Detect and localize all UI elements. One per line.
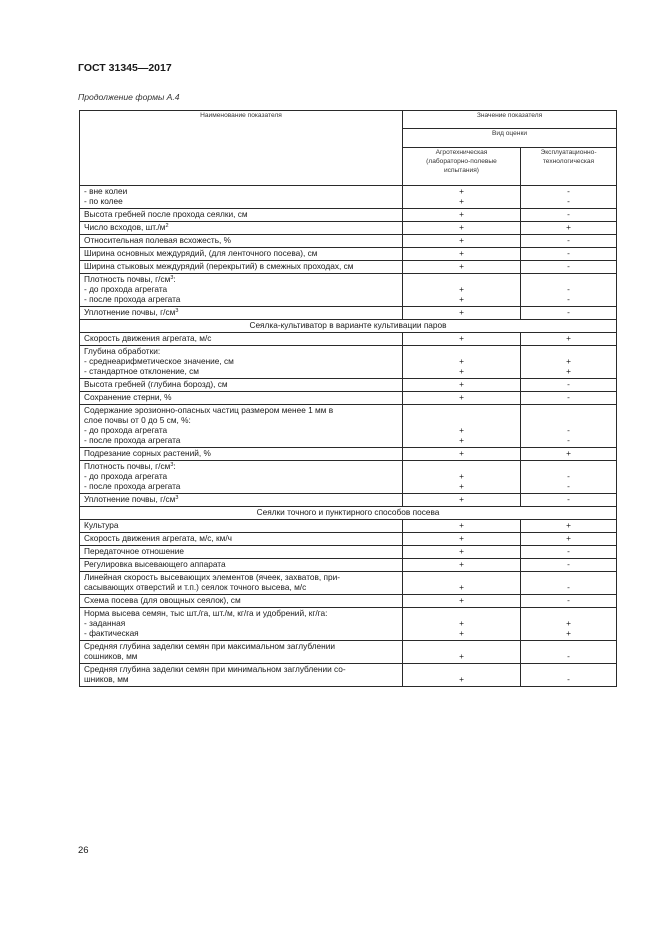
evaluation-mark: + bbox=[459, 261, 464, 271]
evaluation-mark: + bbox=[459, 284, 464, 294]
indicator-name-line bbox=[84, 652, 398, 662]
operational-mark-cell bbox=[521, 186, 617, 209]
header-agro-line-2: (лабораторно-полевые bbox=[426, 157, 497, 165]
indicator-name-text: Регулировка высевающего аппарата bbox=[84, 558, 226, 569]
evaluation-mark: + bbox=[566, 617, 571, 628]
indicator-name-line bbox=[84, 197, 398, 207]
operational-mark-cell bbox=[521, 571, 617, 594]
evaluation-mark: - bbox=[567, 493, 570, 504]
indicator-name-text: Передаточное отношение bbox=[84, 545, 185, 556]
agrotechnical-mark-cell bbox=[403, 594, 521, 607]
indicator-name-cell bbox=[80, 571, 403, 594]
evaluation-mark: + bbox=[459, 222, 464, 232]
indicator-name-line bbox=[84, 583, 398, 593]
agrotechnical-mark-cell bbox=[403, 558, 521, 571]
evaluation-mark: + bbox=[566, 365, 571, 376]
indicator-name-text: сошников, мм bbox=[84, 650, 138, 661]
evaluation-mark: - bbox=[567, 209, 570, 219]
indicator-name-cell bbox=[80, 391, 403, 404]
evaluation-mark: + bbox=[459, 493, 464, 504]
evaluation-mark: + bbox=[459, 470, 464, 481]
indicator-name-cell bbox=[80, 186, 403, 209]
indicator-name-text: Норма высева семян, тыс шт./га, шт./м, кг/га и удобрений, кг/га: bbox=[84, 607, 328, 618]
table-row bbox=[80, 307, 617, 320]
evaluation-mark: - bbox=[567, 424, 570, 435]
evaluation-mark: + bbox=[459, 627, 464, 638]
operational-mark-cell bbox=[521, 209, 617, 222]
agrotechnical-mark-cell bbox=[403, 519, 521, 532]
indicator-name-line bbox=[84, 393, 398, 403]
operational-mark-cell bbox=[521, 519, 617, 532]
unit-suffix: : bbox=[173, 460, 176, 471]
indicator-name-cell bbox=[80, 607, 403, 640]
table-row bbox=[80, 532, 617, 545]
indicator-name-line bbox=[84, 436, 398, 446]
header-agro-line-3: испытания) bbox=[444, 166, 479, 174]
evaluation-mark: - bbox=[567, 235, 570, 245]
header-indicator-name: Наименование показателя bbox=[80, 111, 403, 186]
operational-mark-cell bbox=[521, 404, 617, 447]
evaluation-mark: - bbox=[567, 594, 570, 605]
operational-mark-cell bbox=[521, 222, 617, 235]
evaluation-mark: - bbox=[567, 196, 570, 206]
agrotechnical-mark-cell bbox=[403, 640, 521, 663]
evaluation-mark: + bbox=[566, 627, 571, 638]
indicator-name-text: Средняя глубина заделки семян при максимальном заглублении bbox=[84, 640, 336, 651]
indicator-name-line bbox=[84, 534, 398, 544]
indicator-name-text: Плотность почвы, г/см bbox=[84, 274, 171, 284]
indicator-name-line bbox=[84, 210, 398, 220]
evaluation-mark: - bbox=[567, 558, 570, 569]
evaluation-mark: - bbox=[567, 294, 570, 304]
table-row bbox=[80, 404, 617, 447]
table-row bbox=[80, 248, 617, 261]
operational-mark-cell bbox=[521, 607, 617, 640]
evaluation-mark: + bbox=[459, 186, 464, 196]
indicator-name-text: Средняя глубина заделки семян при минимальном заглублении со- bbox=[84, 663, 346, 674]
evaluation-mark: + bbox=[459, 307, 464, 317]
page-number: 26 bbox=[78, 845, 89, 856]
header-evaluation-type: Вид оценки bbox=[403, 129, 617, 148]
evaluation-mark: + bbox=[459, 558, 464, 569]
section-header-row bbox=[80, 506, 617, 519]
indicator-name-line bbox=[84, 308, 398, 318]
evaluation-mark: + bbox=[566, 447, 571, 458]
indicator-name-text: Подрезание сорных растений, % bbox=[84, 447, 211, 458]
evaluation-mark: + bbox=[459, 391, 464, 402]
evaluation-mark: - bbox=[567, 470, 570, 481]
indicator-name-line bbox=[84, 596, 398, 606]
evaluation-mark: + bbox=[459, 365, 464, 376]
table-row bbox=[80, 558, 617, 571]
evaluation-mark: + bbox=[459, 248, 464, 258]
indicator-name-line bbox=[84, 295, 398, 305]
table-row bbox=[80, 391, 617, 404]
evaluation-mark: - bbox=[567, 545, 570, 556]
evaluation-mark: + bbox=[459, 378, 464, 389]
indicator-name-line bbox=[84, 547, 398, 557]
indicator-name-text: Содержание эрозионно-опасных частиц размером менее 1 мм в bbox=[84, 404, 334, 415]
indicator-table bbox=[79, 110, 617, 687]
table-row bbox=[80, 519, 617, 532]
indicator-name-text: Уплотнение почвы, г/см bbox=[84, 493, 176, 504]
form-continuation-caption: Продолжение формы А.4 bbox=[78, 92, 180, 102]
indicator-name-text: - после прохода агрегата bbox=[84, 480, 181, 491]
evaluation-mark: - bbox=[567, 673, 570, 684]
indicator-name-line bbox=[84, 187, 398, 197]
indicator-name-cell bbox=[80, 532, 403, 545]
table-row bbox=[80, 235, 617, 248]
section-title: Сеялка-культиватор в варианте культивации паров bbox=[80, 320, 617, 333]
table-row bbox=[80, 261, 617, 274]
indicator-name-cell bbox=[80, 558, 403, 571]
indicator-name-text: Уплотнение почвы, г/см bbox=[84, 307, 176, 317]
operational-mark-cell bbox=[521, 532, 617, 545]
indicator-name-line bbox=[84, 629, 398, 639]
indicator-name-text: Ширина стыковых междурядий (перекрытий) в смежных проходах, см bbox=[84, 261, 354, 271]
table-row bbox=[80, 493, 617, 506]
agrotechnical-mark-cell bbox=[403, 261, 521, 274]
indicator-name-text: - заданная bbox=[84, 617, 126, 628]
indicator-name-cell bbox=[80, 209, 403, 222]
indicator-name-text: Ширина основных междурядий, (для ленточного посева), см bbox=[84, 248, 318, 258]
operational-mark-cell bbox=[521, 345, 617, 378]
evaluation-mark: + bbox=[566, 532, 571, 543]
table-row bbox=[80, 545, 617, 558]
table-row bbox=[80, 607, 617, 640]
indicator-name-text: - по колее bbox=[84, 196, 123, 206]
indicator-name-line bbox=[84, 521, 398, 531]
evaluation-mark: + bbox=[459, 532, 464, 543]
indicator-name-text: Схема посева (для овощных сеялок), см bbox=[84, 594, 241, 605]
indicator-name-line bbox=[84, 609, 398, 619]
indicator-name-line bbox=[84, 223, 398, 233]
indicator-name-text: Высота гребней после прохода сеялки, см bbox=[84, 209, 248, 219]
agrotechnical-mark-cell bbox=[403, 209, 521, 222]
indicator-name-cell bbox=[80, 447, 403, 460]
indicator-name-text: - после прохода агрегата bbox=[84, 294, 181, 304]
table-row bbox=[80, 332, 617, 345]
indicator-name-line bbox=[84, 262, 398, 272]
indicator-name-cell bbox=[80, 640, 403, 663]
evaluation-mark: + bbox=[566, 519, 571, 530]
evaluation-mark bbox=[407, 406, 516, 416]
table-row bbox=[80, 186, 617, 209]
operational-mark-cell bbox=[521, 274, 617, 307]
evaluation-mark: + bbox=[459, 294, 464, 304]
indicator-name-cell bbox=[80, 378, 403, 391]
document-standard-code: ГОСТ 31345—2017 bbox=[78, 62, 172, 74]
evaluation-mark bbox=[525, 406, 612, 416]
evaluation-mark: + bbox=[459, 650, 464, 661]
table-row bbox=[80, 378, 617, 391]
agrotechnical-mark-cell bbox=[403, 545, 521, 558]
indicator-name-text: Глубина обработки: bbox=[84, 345, 161, 356]
evaluation-mark: + bbox=[459, 545, 464, 556]
header-expl-line-2: технологическая bbox=[542, 157, 595, 165]
indicator-name-text: Культура bbox=[84, 519, 119, 530]
agrotechnical-mark-cell bbox=[403, 345, 521, 378]
indicator-name-line bbox=[84, 380, 398, 390]
indicator-name-line bbox=[84, 665, 398, 675]
indicator-name-cell bbox=[80, 594, 403, 607]
indicator-name-text: - фактическая bbox=[84, 627, 139, 638]
indicator-name-cell bbox=[80, 404, 403, 447]
indicator-name-text: - до прохода агрегата bbox=[84, 424, 168, 435]
unit-superscript: 2 bbox=[165, 223, 169, 229]
header-expl-line-1: Эксплуатационно- bbox=[540, 149, 597, 156]
header-agro-line-1: Агротехническая bbox=[435, 149, 488, 156]
agrotechnical-mark-cell bbox=[403, 186, 521, 209]
unit-suffix: : bbox=[173, 274, 176, 284]
table-row bbox=[80, 663, 617, 686]
operational-mark-cell bbox=[521, 558, 617, 571]
indicator-name-cell bbox=[80, 663, 403, 686]
agrotechnical-mark-cell bbox=[403, 391, 521, 404]
operational-mark-cell bbox=[521, 545, 617, 558]
evaluation-mark: + bbox=[459, 594, 464, 605]
indicator-name-line bbox=[84, 249, 398, 259]
indicator-name-text: Число всходов, шт./м bbox=[84, 222, 166, 232]
operational-mark-cell bbox=[521, 594, 617, 607]
table-row bbox=[80, 594, 617, 607]
evaluation-mark: - bbox=[567, 307, 570, 317]
indicator-name-cell bbox=[80, 261, 403, 274]
indicator-name-text: - среднеарифметическое значение, см bbox=[84, 355, 234, 366]
evaluation-mark: + bbox=[459, 434, 464, 445]
evaluation-mark: - bbox=[567, 480, 570, 491]
table-row bbox=[80, 571, 617, 594]
agrotechnical-mark-cell bbox=[403, 607, 521, 640]
evaluation-mark: - bbox=[567, 391, 570, 402]
unit-superscript: 3 bbox=[175, 494, 179, 501]
table-row bbox=[80, 209, 617, 222]
agrotechnical-mark-cell bbox=[403, 235, 521, 248]
indicator-name-text: - до прохода агрегата bbox=[84, 284, 168, 294]
agrotechnical-mark-cell bbox=[403, 332, 521, 345]
agrotechnical-mark-cell bbox=[403, 222, 521, 235]
table-row bbox=[80, 345, 617, 378]
indicator-name-line bbox=[84, 334, 398, 344]
agrotechnical-mark-cell bbox=[403, 447, 521, 460]
operational-mark-cell bbox=[521, 663, 617, 686]
indicator-name-text: Скорость движения агрегата, м/с bbox=[84, 332, 212, 343]
agrotechnical-mark-cell bbox=[403, 493, 521, 506]
agrotechnical-mark-cell bbox=[403, 404, 521, 447]
evaluation-mark: - bbox=[567, 186, 570, 196]
operational-mark-cell bbox=[521, 235, 617, 248]
indicator-name-line bbox=[84, 495, 398, 505]
indicator-name-cell bbox=[80, 274, 403, 307]
indicator-name-line bbox=[84, 449, 398, 459]
evaluation-mark: - bbox=[567, 650, 570, 661]
indicator-name-cell bbox=[80, 460, 403, 493]
indicator-name-text: Плотность почвы, г/см bbox=[84, 460, 171, 471]
evaluation-mark: - bbox=[567, 284, 570, 294]
indicator-name-text: Линейная скорость высевающих элементов (ячеек, захватов, при- bbox=[84, 571, 341, 582]
evaluation-mark: + bbox=[459, 209, 464, 219]
evaluation-mark: + bbox=[459, 519, 464, 530]
indicator-name-text: Сохранение стерни, % bbox=[84, 391, 172, 402]
operational-mark-cell bbox=[521, 493, 617, 506]
agrotechnical-mark-cell bbox=[403, 532, 521, 545]
table-row bbox=[80, 274, 617, 307]
agrotechnical-mark-cell bbox=[403, 571, 521, 594]
evaluation-mark: + bbox=[459, 480, 464, 491]
agrotechnical-mark-cell bbox=[403, 378, 521, 391]
indicator-name-text: - стандартное отклонение, см bbox=[84, 365, 199, 376]
header-agrotechnical bbox=[403, 148, 521, 186]
indicator-name-text: шников, мм bbox=[84, 673, 129, 684]
indicator-name-cell bbox=[80, 345, 403, 378]
indicator-name-text: - до прохода агрегата bbox=[84, 470, 168, 481]
indicator-name-cell bbox=[80, 222, 403, 235]
evaluation-mark: + bbox=[459, 673, 464, 684]
agrotechnical-mark-cell bbox=[403, 307, 521, 320]
evaluation-mark: + bbox=[459, 581, 464, 592]
indicator-name-line bbox=[84, 675, 398, 685]
section-title: Сеялки точного и пунктирного способов посева bbox=[80, 506, 617, 519]
operational-mark-cell bbox=[521, 261, 617, 274]
indicator-name-cell bbox=[80, 493, 403, 506]
table-row bbox=[80, 222, 617, 235]
table-row bbox=[80, 447, 617, 460]
evaluation-mark: + bbox=[459, 617, 464, 628]
indicator-name-text: сасывающих отверстий и т.п.) сеялок точного высева, м/с bbox=[84, 581, 307, 592]
table-row bbox=[80, 640, 617, 663]
header-indicator-value: Значение показателя bbox=[403, 111, 617, 129]
header-operational bbox=[521, 148, 617, 186]
operational-mark-cell bbox=[521, 307, 617, 320]
agrotechnical-mark-cell bbox=[403, 274, 521, 307]
indicator-name-text: Относительная полевая всхожесть, % bbox=[84, 235, 232, 245]
indicator-name-text: - вне колеи bbox=[84, 186, 128, 196]
indicator-name-text: - после прохода агрегата bbox=[84, 434, 181, 445]
operational-mark-cell bbox=[521, 640, 617, 663]
unit-superscript: 3 bbox=[170, 275, 174, 281]
evaluation-mark: + bbox=[459, 355, 464, 366]
indicator-name-text: Высота гребней (глубина борозд), см bbox=[84, 378, 228, 389]
indicator-name-cell bbox=[80, 545, 403, 558]
indicator-name-cell bbox=[80, 248, 403, 261]
evaluation-mark: + bbox=[459, 235, 464, 245]
indicator-name-cell bbox=[80, 307, 403, 320]
evaluation-mark: + bbox=[459, 196, 464, 206]
operational-mark-cell bbox=[521, 332, 617, 345]
operational-mark-cell bbox=[521, 248, 617, 261]
indicator-name-line bbox=[84, 560, 398, 570]
evaluation-mark: + bbox=[459, 424, 464, 435]
evaluation-mark: + bbox=[459, 447, 464, 458]
evaluation-mark: + bbox=[566, 332, 571, 343]
evaluation-mark: - bbox=[567, 378, 570, 389]
operational-mark-cell bbox=[521, 447, 617, 460]
operational-mark-cell bbox=[521, 391, 617, 404]
table-row bbox=[80, 460, 617, 493]
evaluation-mark: - bbox=[567, 581, 570, 592]
agrotechnical-mark-cell bbox=[403, 248, 521, 261]
indicator-name-cell bbox=[80, 332, 403, 345]
section-header-row bbox=[80, 320, 617, 333]
operational-mark-cell bbox=[521, 460, 617, 493]
indicator-name-line bbox=[84, 367, 398, 377]
indicator-name-text: Скорость движения агрегата, м/с, км/ч bbox=[84, 532, 233, 543]
operational-mark-cell bbox=[521, 378, 617, 391]
evaluation-mark: + bbox=[566, 222, 571, 232]
evaluation-mark: + bbox=[566, 355, 571, 366]
evaluation-mark: - bbox=[567, 434, 570, 445]
evaluation-mark: - bbox=[567, 261, 570, 271]
indicator-name-line bbox=[84, 236, 398, 246]
indicator-name-cell bbox=[80, 519, 403, 532]
agrotechnical-mark-cell bbox=[403, 663, 521, 686]
agrotechnical-mark-cell bbox=[403, 460, 521, 493]
indicator-name-cell bbox=[80, 235, 403, 248]
evaluation-mark: - bbox=[567, 248, 570, 258]
unit-superscript: 3 bbox=[170, 461, 174, 468]
unit-superscript: 3 bbox=[175, 308, 179, 314]
indicator-name-text: слое почвы от 0 до 5 см, %: bbox=[84, 414, 191, 425]
indicator-name-line bbox=[84, 482, 398, 492]
evaluation-mark: + bbox=[459, 332, 464, 343]
